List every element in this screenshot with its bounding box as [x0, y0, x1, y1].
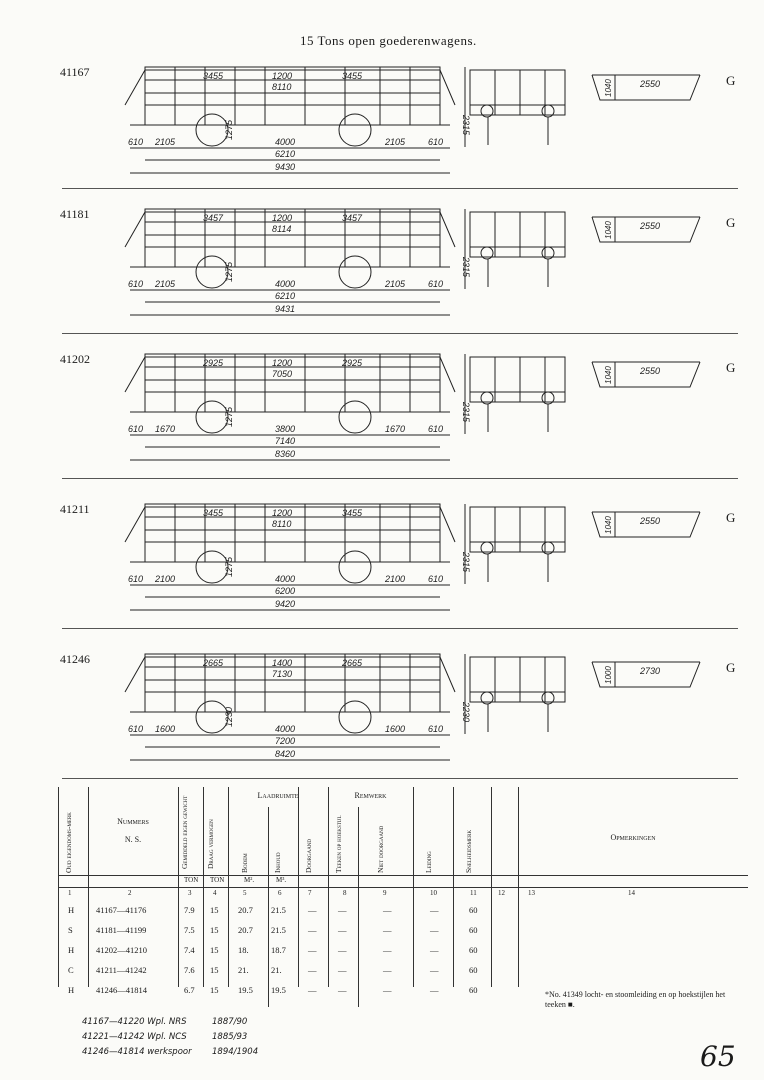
header-laadruimte: Laadruimte: [257, 791, 299, 800]
cell-snel: 60: [469, 985, 478, 995]
cell-nummers: 41211—41242: [96, 965, 147, 975]
unit-m3: M³.: [276, 876, 287, 884]
end-width: 2550: [640, 366, 661, 376]
cell-snel: 60: [469, 965, 478, 975]
overall-length: 9431: [275, 304, 296, 314]
cell-bodem: 21.: [238, 965, 249, 975]
height-dim: 2230: [461, 702, 471, 723]
inner-length: 7050: [272, 369, 293, 379]
handwritten-years: 1885/93: [212, 1032, 248, 1042]
cell-snel: 60: [469, 945, 478, 955]
cell-d10: —: [430, 985, 439, 995]
cell-gewicht: 7.4: [184, 945, 195, 955]
handwritten-years: 1887/90: [212, 1017, 248, 1027]
column-number: 9: [383, 889, 387, 897]
inner-length: 8114: [272, 224, 292, 234]
header-gemiddeld: Gemiddeld eigen gewicht: [180, 795, 189, 869]
cell-bodem: 18.: [238, 945, 249, 955]
column-number: 12: [498, 889, 505, 897]
cell-d7: —: [308, 985, 317, 995]
end-height: 1040: [604, 516, 613, 534]
wagon-mark: G: [726, 510, 736, 525]
top-dim-right: 3455: [342, 508, 363, 518]
cell-inhoud: 19.5: [271, 985, 286, 995]
cell-draag: 15: [210, 925, 219, 935]
wagon-drawing-41246: [0, 642, 764, 777]
cell-d7: —: [308, 925, 317, 935]
header-nummers: Nummers: [117, 817, 149, 826]
cell-d9: —: [383, 905, 392, 915]
column-number: 1: [68, 889, 72, 897]
cell-merk: C: [68, 965, 74, 975]
end-width: 2550: [640, 516, 661, 526]
dim-overhang-left: 2105: [155, 137, 176, 147]
header-remwerk: Remwerk: [354, 791, 387, 800]
wagon-side-elevation: [0, 492, 764, 627]
inner-length: 8110: [272, 82, 292, 92]
dim-end-left: 610: [128, 424, 144, 434]
dim-overhang-left: 1670: [155, 424, 176, 434]
dim-wheel: 1275: [224, 261, 234, 282]
wagon-mark: G: [726, 360, 736, 375]
cell-inhoud: 18.7: [271, 945, 286, 955]
wagon-side-elevation: [0, 197, 764, 332]
cell-merk: H: [68, 945, 75, 955]
top-dim-mid: 1200: [272, 358, 293, 368]
cell-inhoud: 21.: [271, 965, 282, 975]
top-dim-right: 3457: [342, 213, 363, 223]
page-number: 65: [700, 1040, 736, 1073]
cell-nummers: 41202—41210: [96, 945, 147, 955]
height-dim: 2315: [461, 552, 471, 573]
cell-d8: —: [338, 945, 347, 955]
top-dim-left: 2925: [203, 358, 224, 368]
end-height: 1040: [604, 79, 613, 97]
wagon-mark: G: [726, 73, 736, 88]
wagon-table: [58, 787, 748, 1002]
column-number: 5: [243, 889, 247, 897]
top-dim-right: 2925: [342, 358, 363, 368]
overall-length: 8420: [275, 749, 296, 759]
cell-merk: S: [68, 925, 73, 935]
dim-axle-distance: 4000: [275, 724, 296, 734]
cell-d8: —: [338, 925, 347, 935]
dim-wheel: 1275: [224, 406, 234, 427]
wheelbase: 6200: [275, 586, 296, 596]
column-number: 14: [628, 889, 635, 897]
cell-snel: 60: [469, 925, 478, 935]
table-row: [58, 985, 518, 1003]
top-dim-left: 3455: [203, 508, 224, 518]
dim-axle-distance: 4000: [275, 279, 296, 289]
wagon-number: 41167: [60, 65, 90, 79]
height-dim: 2315: [461, 402, 471, 423]
table-row: [58, 945, 518, 963]
dim-end-right: 610: [428, 137, 444, 147]
top-dim-left: 3455: [203, 71, 224, 81]
column-number: 8: [343, 889, 347, 897]
header-leiding: Leiding: [424, 851, 433, 873]
cell-snel: 60: [469, 905, 478, 915]
cell-d7: —: [308, 965, 317, 975]
cell-bodem: 20.7: [238, 905, 253, 915]
cell-bodem: 19.5: [238, 985, 253, 995]
top-dim-mid: 1200: [272, 508, 293, 518]
header-draag: Draag vermogen: [206, 819, 215, 869]
cell-inhoud: 21.5: [271, 905, 286, 915]
divider: [62, 628, 738, 629]
cell-draag: 15: [210, 985, 219, 995]
overall-length: 8360: [275, 449, 296, 459]
cell-nummers: 41181—41199: [96, 925, 147, 935]
column-number: 2: [128, 889, 132, 897]
cell-d10: —: [430, 965, 439, 975]
cell-inhoud: 21.5: [271, 925, 286, 935]
dim-overhang-left: 2100: [155, 574, 176, 584]
dim-wheel: 1275: [224, 119, 234, 140]
cell-d7: —: [308, 945, 317, 955]
cell-d8: —: [338, 965, 347, 975]
wagon-side-elevation: [0, 55, 764, 190]
end-height: 1040: [604, 221, 613, 239]
dim-wheel: 1230: [224, 706, 234, 727]
table-row: [58, 925, 518, 943]
unit-m2: M².: [244, 876, 255, 884]
column-number: 4: [213, 889, 217, 897]
cell-merk: H: [68, 905, 75, 915]
header-bodem: Bodem: [240, 853, 249, 873]
cell-d9: —: [383, 925, 392, 935]
cell-d8: —: [338, 905, 347, 915]
cell-draag: 15: [210, 905, 219, 915]
end-width: 2550: [640, 79, 661, 89]
inner-length: 8110: [272, 519, 292, 529]
dim-overhang-right: 2105: [385, 137, 406, 147]
column-number: 7: [308, 889, 312, 897]
cell-d9: —: [383, 965, 392, 975]
overall-length: 9420: [275, 599, 296, 609]
wagon-drawing-41167: [0, 55, 764, 190]
dim-axle-distance: 4000: [275, 137, 296, 147]
divider: [62, 478, 738, 479]
remark-text: *No. 41349 locht- en stoomleiding en op hoekstijlen het teeken ■.: [545, 990, 726, 1009]
divider: [62, 188, 738, 189]
cell-d9: —: [383, 945, 392, 955]
top-dim-left: 3457: [203, 213, 224, 223]
wagon-mark: G: [726, 215, 736, 230]
wheelbase: 6210: [275, 149, 296, 159]
table-row: [58, 905, 518, 923]
divider: [62, 778, 738, 779]
dim-overhang-right: 1600: [385, 724, 406, 734]
wagon-drawing-41202: [0, 342, 764, 477]
wagon-side-elevation: [0, 342, 764, 477]
inner-length: 7130: [272, 669, 293, 679]
dim-end-right: 610: [428, 279, 444, 289]
top-dim-right: 2665: [342, 658, 363, 668]
cell-nummers: 41246—41814: [96, 985, 147, 995]
header-opmerkingen: Opmerkingen: [610, 833, 656, 842]
dim-axle-distance: 4000: [275, 574, 296, 584]
cell-d7: —: [308, 905, 317, 915]
top-dim-right: 3455: [342, 71, 363, 81]
header-ns: N. S.: [124, 835, 142, 844]
cell-d8: —: [338, 985, 347, 995]
cell-d10: —: [430, 925, 439, 935]
handwritten-note: 41167—41220 Wpl. NRS: [82, 1017, 187, 1027]
wheelbase: 6210: [275, 291, 296, 301]
header-teeken: Teeken op hoekstijl: [334, 815, 343, 873]
table-row: [58, 965, 518, 983]
overall-length: 9430: [275, 162, 296, 172]
divider: [62, 333, 738, 334]
column-number: 10: [430, 889, 437, 897]
top-dim-mid: 1200: [272, 213, 293, 223]
dim-end-left: 610: [128, 574, 144, 584]
wagon-side-elevation: [0, 642, 764, 777]
cell-draag: 15: [210, 945, 219, 955]
wagon-mark: G: [726, 660, 736, 675]
end-height: 1000: [604, 666, 613, 684]
cell-gewicht: 7.6: [184, 965, 195, 975]
header-doorgaand: Doorgaand: [304, 838, 313, 873]
wagon-drawing-41181: [0, 197, 764, 332]
dim-overhang-right: 2100: [385, 574, 406, 584]
handwritten-years: 1894/1904: [212, 1047, 259, 1057]
header-niet-doorgaand: Niet doorgaand: [376, 825, 385, 873]
cell-d10: —: [430, 905, 439, 915]
end-height: 1040: [604, 366, 613, 384]
cell-merk: H: [68, 985, 75, 995]
column-number: 3: [188, 889, 192, 897]
cell-d10: —: [430, 945, 439, 955]
header-oud-eigendomsmerk: Oud eigendoms-merk: [64, 812, 73, 873]
dim-axle-distance: 3800: [275, 424, 296, 434]
dim-overhang-right: 2105: [385, 279, 406, 289]
cell-gewicht: 6.7: [184, 985, 195, 995]
top-dim-mid: 1400: [272, 658, 293, 668]
dim-end-left: 610: [128, 137, 144, 147]
dim-wheel: 1275: [224, 556, 234, 577]
header-snelheidsmerk: Snelheidsmerk: [464, 829, 473, 873]
dim-overhang-left: 2105: [155, 279, 176, 289]
end-width: 2730: [640, 666, 661, 676]
unit-ton: TON: [210, 876, 225, 884]
top-dim-mid: 1200: [272, 71, 293, 81]
wagon-drawing-41211: [0, 492, 764, 627]
header-inhoud: Inhoud: [273, 852, 282, 873]
top-dim-left: 2665: [203, 658, 224, 668]
cell-nummers: 41167—41176: [96, 905, 147, 915]
end-width: 2550: [640, 221, 661, 231]
dim-end-right: 610: [428, 574, 444, 584]
cell-bodem: 20.7: [238, 925, 253, 935]
handwritten-note: 41246—41814 werkspoor: [82, 1047, 192, 1057]
column-number: 6: [278, 889, 282, 897]
dim-overhang-right: 1670: [385, 424, 406, 434]
wagon-number: 41246: [60, 652, 90, 666]
wheelbase: 7140: [275, 436, 296, 446]
dim-overhang-left: 1600: [155, 724, 176, 734]
column-number: 11: [470, 889, 477, 897]
dim-end-right: 610: [428, 424, 444, 434]
dim-end-left: 610: [128, 279, 144, 289]
wagon-number: 41202: [60, 352, 90, 366]
height-dim: 2315: [461, 257, 471, 278]
cell-d9: —: [383, 985, 392, 995]
wagon-number: 41211: [60, 502, 90, 516]
page-title: 15 Tons open goederenwagens.: [300, 33, 477, 48]
column-number: 13: [528, 889, 535, 897]
unit-ton: TON: [184, 876, 199, 884]
wagon-number: 41181: [60, 207, 90, 221]
cell-gewicht: 7.5: [184, 925, 195, 935]
height-dim: 2315: [461, 115, 471, 136]
dim-end-left: 610: [128, 724, 144, 734]
handwritten-note: 41221—41242 Wpl. NCS: [82, 1032, 187, 1042]
cell-gewicht: 7.9: [184, 905, 195, 915]
wheelbase: 7200: [275, 736, 296, 746]
dim-end-right: 610: [428, 724, 444, 734]
cell-draag: 15: [210, 965, 219, 975]
